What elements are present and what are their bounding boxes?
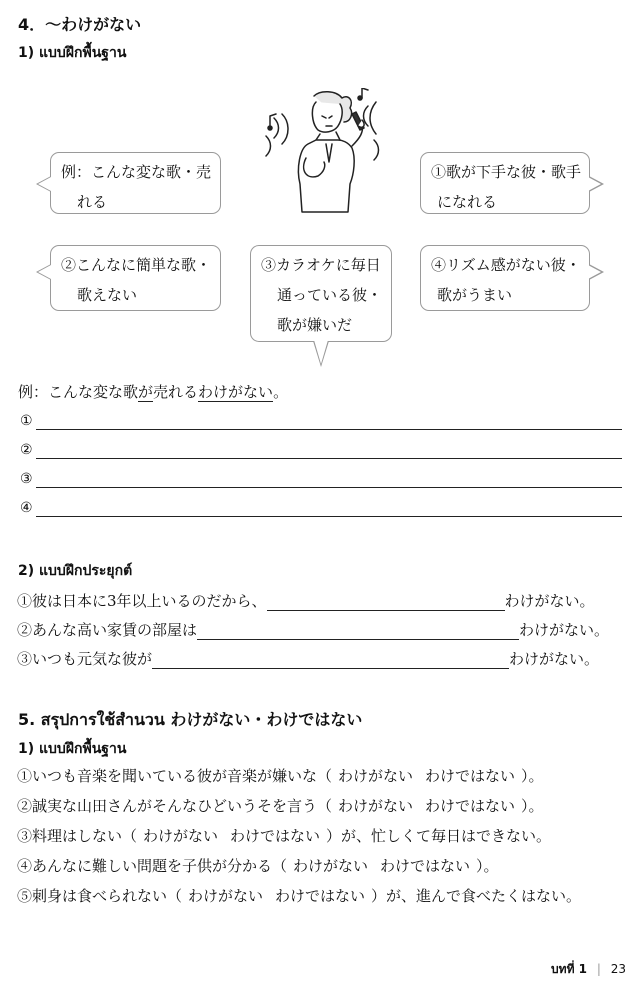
choice-sentence-3 xyxy=(17,825,551,846)
sentence-3-pre: ③料理はしない（ xyxy=(17,827,138,845)
section5-title-thai: 5. สรุปการใช้สำนวน xyxy=(18,710,171,729)
example-part-0: 例：こんな変な歌 xyxy=(18,383,139,401)
choice-sentence-2 xyxy=(17,795,544,816)
answer-number-2: ② xyxy=(20,442,33,458)
bubble-4 xyxy=(420,245,590,311)
answer-line-3[interactable] xyxy=(20,469,622,491)
bubble-example xyxy=(50,152,221,214)
sentence-4-pre: ④あんなに難しい問題を子供が分かる（ xyxy=(17,857,288,875)
footer-lesson: บทที่ 1 xyxy=(551,962,588,976)
example-part-1: が xyxy=(138,383,154,401)
sentence-3-post: ）が、忙しくて毎日はできない。 xyxy=(326,827,552,845)
sentence-2-post: ）。 xyxy=(521,797,544,815)
answer-line-1[interactable] xyxy=(20,411,622,433)
applied-suffix-3: わけがない。 xyxy=(509,650,600,668)
bubble-2-line1: ②こんなに簡単な歌・ xyxy=(61,256,212,274)
bubble-tail-right-2-fill xyxy=(588,265,601,279)
section5-title-jp: わけがない・わけではない xyxy=(170,710,363,729)
bubble-1 xyxy=(420,152,590,214)
choice-sentence-4 xyxy=(17,855,499,876)
sentence-3-choice-wakeganai[interactable]: わけがない xyxy=(143,827,219,845)
sentence-5-choice-wakedewanai[interactable]: わけではない xyxy=(275,887,366,905)
bubble-4-line2: 歌がうまい xyxy=(437,286,513,304)
bubble-1-line1: ①歌が下手な彼・歌手 xyxy=(431,163,582,181)
section4-practice2-heading: 2) แบบฝึกประยุกต์ xyxy=(18,563,133,579)
sentence-2-choice-wakedewanai[interactable]: わけではない xyxy=(425,797,516,815)
applied-prefix-1: ①彼は日本に3年以上いるのだから、 xyxy=(17,592,267,610)
answer-number-1: ① xyxy=(20,413,33,429)
sentence-3-choice-wakedewanai[interactable]: わけではない xyxy=(230,827,321,845)
bubble-4-line1: ④リズム感がない彼・ xyxy=(431,256,581,274)
answer-line-2[interactable] xyxy=(20,440,622,462)
page-footer xyxy=(551,960,626,979)
bubble-example-line2: れる xyxy=(77,193,108,211)
example-part-2: 売れる xyxy=(153,383,199,401)
example-part-3: わけがない xyxy=(198,383,274,401)
sentence-1-pre: ①いつも音楽を聞いている彼が音楽が嫌いな（ xyxy=(17,767,333,785)
sentence-2-choice-wakeganai[interactable]: わけがない xyxy=(338,797,414,815)
bubble-3-line1: ③カラオケに毎日 xyxy=(261,256,381,274)
footer-page-number: 23 xyxy=(610,962,626,976)
applied-prefix-2: ②あんな高い家賃の部屋は xyxy=(17,621,198,639)
answer-rule-4 xyxy=(36,516,622,517)
applied-blank-3[interactable] xyxy=(152,652,509,669)
sentence-2-pre: ②誠実な山田さんがそんなひどいうそを言う（ xyxy=(17,797,333,815)
section5-title xyxy=(18,707,362,733)
bubble-3 xyxy=(250,245,392,342)
bubble-2 xyxy=(50,245,221,311)
bubble-3-line2: 通っている彼・ xyxy=(277,286,383,304)
bubble-example-line1: 例：こんな変な歌・売 xyxy=(61,163,212,181)
sentence-5-pre: ⑤刺身は食べられない（ xyxy=(17,887,183,905)
answer-rule-3 xyxy=(36,487,622,488)
sentence-5-choice-wakeganai[interactable]: わけがない xyxy=(188,887,264,905)
applied-row-2 xyxy=(17,619,609,640)
applied-blank-2[interactable] xyxy=(197,623,519,640)
choice-sentence-5 xyxy=(17,885,581,906)
sentence-1-choice-wakeganai[interactable]: わけがない xyxy=(338,767,414,785)
example-sentence xyxy=(18,381,288,402)
section4-title: 4．～わけがない xyxy=(18,15,142,34)
bubble-3-line3: 歌が嫌いだ xyxy=(277,316,353,334)
bubble-tail-left-fill xyxy=(38,177,51,191)
applied-blank-1[interactable] xyxy=(267,594,505,611)
sentence-1-post: ）。 xyxy=(521,767,544,785)
answer-rule-1 xyxy=(36,429,622,430)
bubble-tail-down-fill xyxy=(314,340,328,364)
bubble-tail-right-fill xyxy=(588,177,601,191)
karaoke-singer-illustration xyxy=(256,88,392,216)
sentence-1-choice-wakedewanai[interactable]: わけではない xyxy=(425,767,516,785)
footer-separator: | xyxy=(596,962,601,976)
applied-row-3 xyxy=(17,648,599,669)
answer-line-4[interactable] xyxy=(20,498,622,520)
answer-number-3: ③ xyxy=(20,471,33,487)
section5-practice1-heading: 1) แบบฝึกพื้นฐาน xyxy=(18,741,127,757)
choice-sentence-1 xyxy=(17,765,544,786)
bubble-2-line2: 歌えない xyxy=(77,286,138,304)
answer-rule-2 xyxy=(36,458,622,459)
applied-suffix-2: わけがない。 xyxy=(519,621,610,639)
bubble-1-line2: になれる xyxy=(437,193,498,211)
section4-practice1-heading: 1) แบบฝึกพื้นฐาน xyxy=(18,45,127,61)
sentence-4-post: ）。 xyxy=(476,857,499,875)
bubble-tail-left-2-fill xyxy=(38,265,51,279)
sentence-4-choice-wakeganai[interactable]: わけがない xyxy=(293,857,369,875)
sentence-5-post: ）が、進んで食べたくはない。 xyxy=(371,887,582,905)
applied-row-1 xyxy=(17,590,595,611)
answer-number-4: ④ xyxy=(20,500,33,516)
example-part-4: 。 xyxy=(273,383,289,401)
applied-prefix-3: ③いつも元気な彼が xyxy=(17,650,153,668)
applied-suffix-1: わけがない。 xyxy=(504,592,595,610)
sentence-4-choice-wakedewanai[interactable]: わけではない xyxy=(380,857,471,875)
